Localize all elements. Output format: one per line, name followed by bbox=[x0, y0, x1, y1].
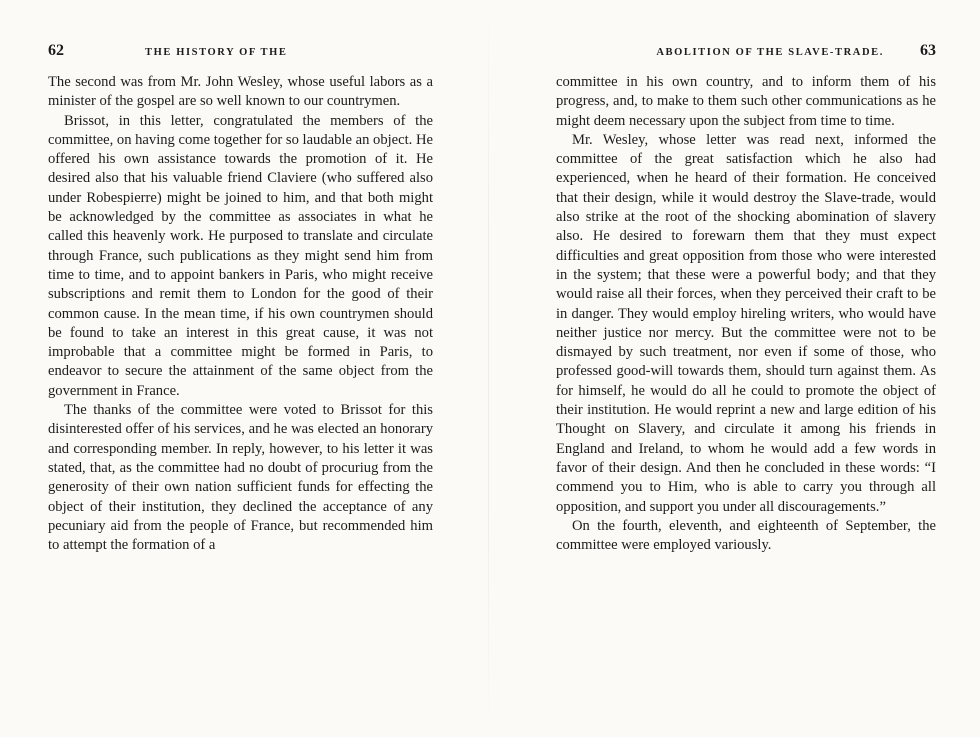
left-page bbox=[48, 0, 433, 737]
paragraph: Mr. Wesley, whose letter was read next, informed the committee of the great satisfaction which he also had experienced, when he heard of their formation. He conceived that their design, while it would destroy the Slave-trade, would also strike at the root of the shocking abomination of slavery also. He desired to forewarn them that they must expect difficulties and great opposition from those who were interested in the system; that these were a powerful body; and that they would raise all their forces, when they perceived their craft to be in danger. They would employ hireling writers, who would have neither justice nor mercy. But the committee were not to be dismayed by such treatment, nor even if some of those, who professed good-will towards them, should turn against them. As for himself, he would do all he could to promote the object of their institution. He would reprint a new and large edition of his Thought on Slavery, and circulate it among his friends in England and Ireland, to whom he would add a few words in favor of their design. And then he concluded in these words: “I commend you to Him, who is able to carry you through all opposition, and support you under all discouragements.” bbox=[556, 131, 936, 515]
paragraph: The second was from Mr. John Wesley, whose useful labors as a minister of the gospel are so well known to our countrymen. bbox=[48, 74, 433, 110]
paragraph: committee in his own country, and to inform them of his progress, and, to make to them such other communications as he might deem necessary upon the subject from time to time. bbox=[556, 74, 936, 129]
paragraph: The thanks of the committee were voted to Brissot for this disinterested offer of his services, and he was elected an honorary and corresponding member. In reply, however, to his letter it was stated, that, as the committee had no doubt of procuriug from the generosity of their own nation sufficient funds for effecting the object of their institution, they declined the acceptance of any pecuniary aid from the people of France, but recommended him to attempt the formation of a bbox=[48, 402, 433, 554]
paragraph: Brissot, in this letter, congratulated the members of the committee, on having come together for so laudable an object. He offered his own assistance towards the promotion of it. He desired also that his valuable friend Claviere (who suffered also under Robespierre) might be joined to him, and that both might be acknowledged by the committee as associates in what he called this heavenly work. He purposed to translate and circulate through France, such publications as they might send him from time to time, and to appoint bankers in Paris, who might receive subscriptions and remit them to London for the good of their common cause. In the mean time, if his own countrymen should be found to take an interest in this great cause, it was not improbable that a committee might be formed in Paris, to endeavor to secure the attainment of the same object from the government in France. bbox=[48, 112, 433, 399]
right-page bbox=[556, 0, 936, 737]
right-page-body bbox=[556, 73, 936, 555]
book-gutter bbox=[488, 0, 489, 737]
left-page-number: 62 bbox=[48, 42, 64, 59]
left-page-header bbox=[48, 42, 433, 64]
left-running-head: THE HISTORY OF THE bbox=[145, 47, 288, 58]
right-page-header bbox=[556, 42, 936, 64]
left-page-body bbox=[48, 73, 433, 555]
paragraph: On the fourth, eleventh, and eighteenth of September, the committee were employed variously. bbox=[556, 517, 936, 554]
right-page-number: 63 bbox=[920, 42, 936, 59]
right-running-head: ABOLITION OF THE SLAVE-TRADE. bbox=[656, 47, 884, 58]
